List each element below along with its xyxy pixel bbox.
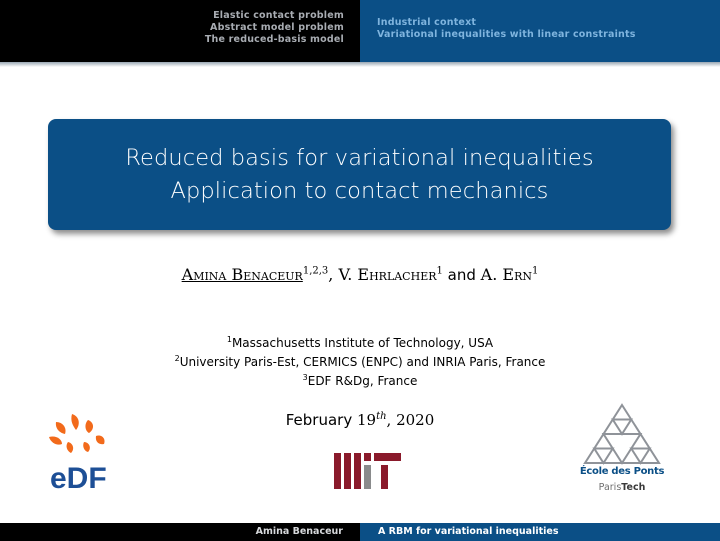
author-ehrlacher-affil: 1	[436, 265, 443, 277]
author-and: and	[442, 266, 481, 284]
nav-section-abstract-model[interactable]: Abstract model problem	[210, 22, 344, 33]
nav-subsection-variational-inequalities[interactable]: Variational inequalities with linear constraints	[377, 29, 636, 40]
ecole-des-ponts-logo	[579, 403, 665, 498]
mit-logo-icon	[334, 453, 401, 489]
footer-author: Amina Benaceur	[0, 523, 360, 541]
edf-logo	[48, 412, 108, 492]
paristech-name	[583, 482, 661, 493]
edf-sunburst-icon	[48, 412, 108, 492]
nav-section-reduced-basis[interactable]: The reduced-basis model	[204, 34, 344, 45]
affiliations	[0, 332, 720, 389]
title-line-2: Application to contact mechanics	[170, 177, 549, 204]
section-navigation	[0, 0, 360, 62]
author-benaceur-affil: 1,2,3	[302, 265, 329, 277]
paristech-paris: Paris	[598, 482, 622, 493]
date-suffix: th	[376, 411, 387, 422]
affiliation-3-marker: 3	[302, 373, 308, 382]
affiliation-1-text: Massachusetts Institute of Technology, USA	[231, 336, 494, 350]
topbar-shadow	[0, 62, 720, 67]
title-line-1: Reduced basis for variational inequalities	[125, 144, 594, 171]
top-navigation-bar	[0, 0, 720, 62]
sierpinski-triangle-icon	[583, 403, 661, 465]
author-ern-affil: 1	[531, 265, 539, 277]
nav-subsection-industrial-context[interactable]: Industrial context	[377, 17, 477, 28]
affiliation-3	[0, 370, 720, 389]
date-month: February	[285, 411, 357, 429]
date-year: , 2020	[386, 411, 435, 429]
edf-wordmark: eDF	[50, 462, 107, 492]
title-box	[48, 119, 671, 230]
author-ern: A. Ern	[480, 265, 532, 284]
affiliation-2	[0, 351, 720, 370]
affiliation-1	[0, 332, 720, 351]
author-separator: ,	[328, 265, 339, 284]
footer-title: A RBM for variational inequalities	[360, 523, 720, 541]
author-benaceur[interactable]: Amina Benaceur	[181, 265, 303, 284]
affiliation-1-marker: 1	[226, 335, 232, 344]
date-day: 19	[356, 411, 377, 429]
paristech-tech: Tech	[621, 482, 646, 493]
affiliation-2-marker: 2	[174, 354, 180, 363]
affiliation-3-text: EDF R&Dg, France	[307, 374, 418, 388]
ponts-name: École des Ponts	[579, 466, 665, 477]
author-ehrlacher: V. Ehrlacher	[338, 265, 437, 284]
subsection-navigation	[360, 0, 720, 62]
affiliation-2-text: University Paris-Est, CERMICS (ENPC) and INRIA Paris, France	[179, 355, 546, 369]
mit-logo	[334, 453, 401, 489]
author-list	[0, 265, 720, 284]
nav-section-elastic-contact[interactable]: Elastic contact problem	[213, 10, 344, 21]
footer-bar	[0, 523, 720, 541]
